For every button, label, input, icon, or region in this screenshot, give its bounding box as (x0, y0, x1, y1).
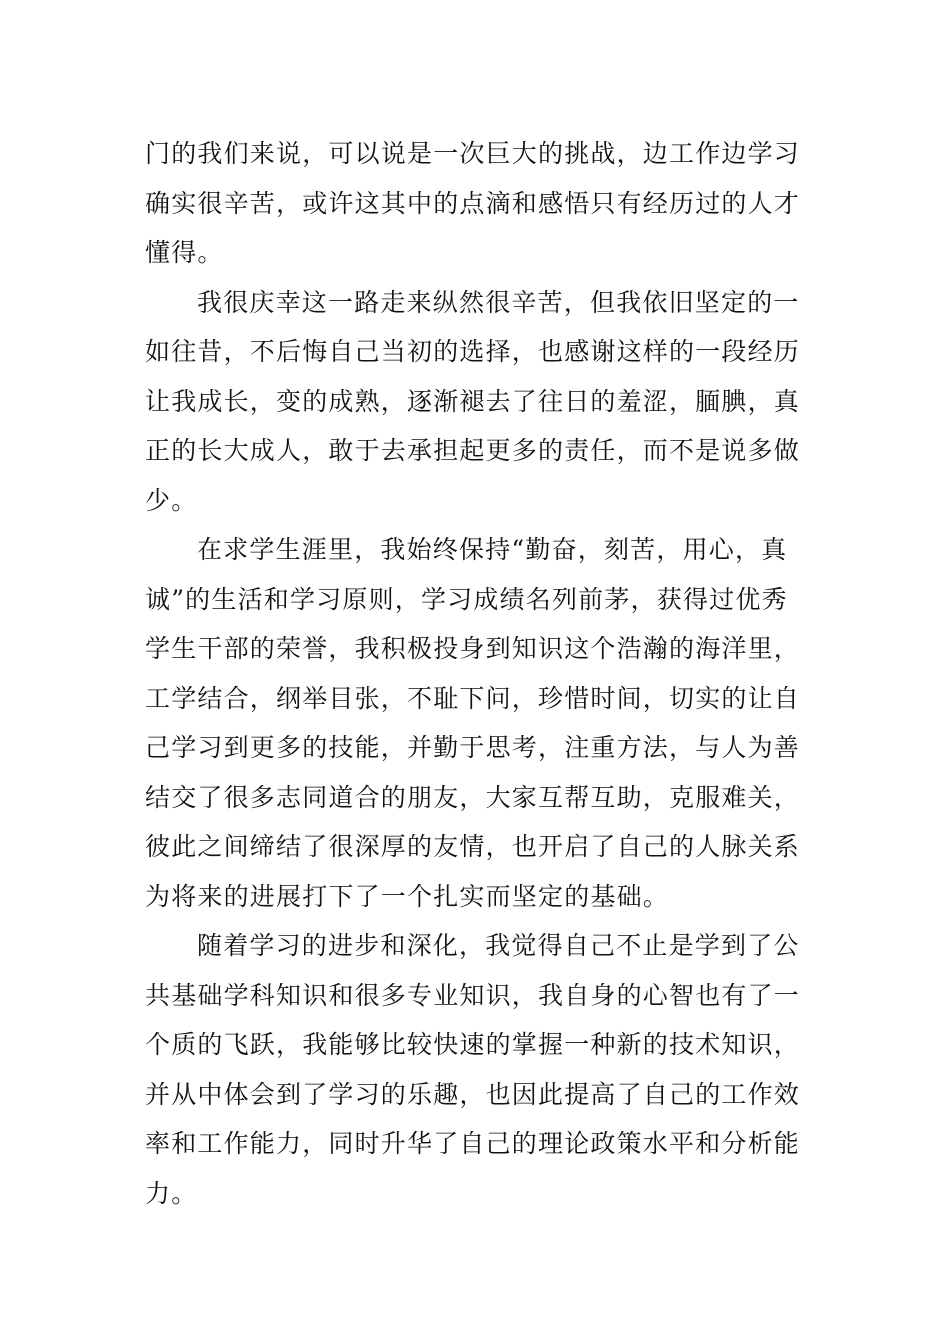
paragraph-3-line-6: 结交了很多志同道合的朋友，大家互帮互助，克服难关， (145, 782, 801, 812)
paragraph-2-line-3: 让我成长，变的成熟，逐渐褪去了往日的羞涩，腼腆，真 (145, 386, 801, 416)
paragraph-4-line-3: 个质的飞跃，我能够比较快速的掌握一种新的技术知识， (145, 1030, 801, 1059)
paragraph-3-line-5: 己学习到更多的技能，并勤于思考，注重方法，与人为善 (145, 733, 801, 762)
paragraph-1-line-1: 门的我们来说，可以说是一次巨大的挑战，边工作边学习 (145, 139, 801, 168)
paragraph-4-line-6: 力。 (145, 1178, 198, 1208)
paragraph-3-line-4: 工学结合，纲举目张，不耻下问，珍惜时间，切实的让自 (145, 683, 801, 713)
paragraph-2-line-5: 少。 (145, 485, 198, 515)
paragraph-4-line-1: 随着学习的进步和深化，我觉得自己不止是学到了公 (197, 931, 800, 960)
paragraph-3-line-1: 在求学生涯里，我始终保持“勤奋，刻苦，用心，真 (197, 535, 788, 564)
paragraph-4-line-2: 共基础学科知识和很多专业知识，我自身的心智也有了一 (145, 980, 801, 1010)
paragraph-4-line-4: 并从中体会到了学习的乐趣，也因此提高了自己的工作效 (145, 1079, 801, 1109)
paragraph-1-line-3: 懂得。 (145, 238, 224, 267)
paragraph-2-line-2: 如往昔，不后悔自己当初的选择，也感谢这样的一段经历 (145, 337, 801, 366)
paragraph-3-line-7: 彼此之间缔结了很深厚的友情，也开启了自己的人脉关系 (145, 832, 801, 861)
paragraph-4-line-5: 率和工作能力，同时升华了自己的理论政策水平和分析能 (145, 1129, 801, 1158)
document-body (145, 129, 815, 1218)
paragraph-3-line-3: 学生干部的荣誉，我积极投身到知识这个浩瀚的海洋里， (145, 634, 801, 663)
paragraph-1-line-2: 确实很辛苦，或许这其中的点滴和感悟只有经历过的人才 (145, 188, 801, 218)
paragraph-2-line-1: 我很庆幸这一路走来纵然很辛苦，但我依旧坚定的一 (197, 287, 800, 317)
paragraph-3-line-8: 为将来的进展打下了一个扎实而坚定的基础。 (145, 881, 670, 911)
paragraph-3-line-2: 诚”的生活和学习原则，学习成绩名列前茅，获得过优秀 (145, 584, 788, 614)
paragraph-2-line-4: 正的长大成人，敢于去承担起更多的责任，而不是说多做 (145, 436, 801, 465)
